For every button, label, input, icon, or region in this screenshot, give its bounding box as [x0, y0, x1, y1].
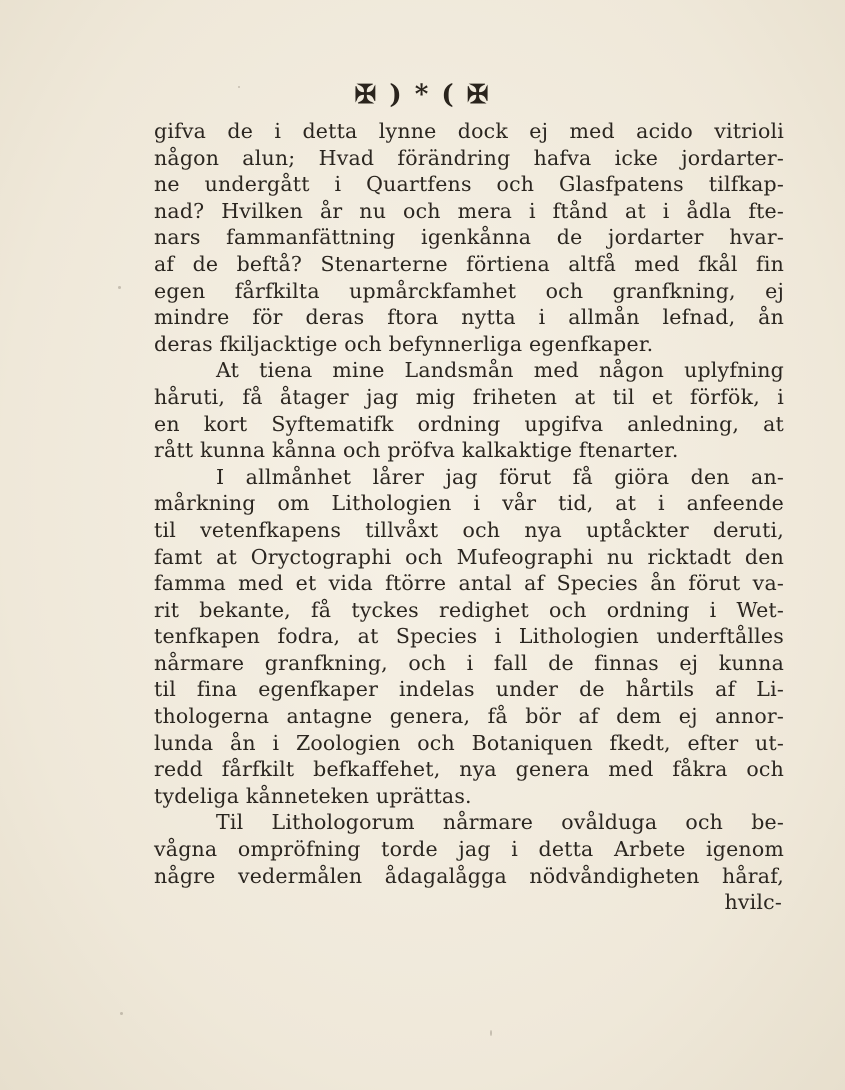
paper-speck	[490, 1030, 492, 1036]
text-line: famt at Oryctographi och Mufeographi nu ricktadt den	[154, 544, 784, 569]
text-line: gifva de i detta lynne dock ej med acido vitrioli	[154, 119, 784, 143]
text-line: någre vedermålen ådagalågga nödvåndigheten håraf,	[154, 863, 784, 888]
text-line: til fina egenfkaper indelas under de hårtils af Li-	[154, 677, 784, 702]
text-line: tydeliga kånneteken uprättas.	[154, 783, 472, 808]
text-line: nad? Hvilken år nu och mera i ftånd at i ådla fte-	[154, 198, 784, 223]
text-line: en kort Syftematifk ordning upgifva anledning, at	[154, 411, 784, 436]
text-line: rått kunna kånna och pröfva kalkaktige ftenarter.	[154, 438, 679, 463]
paper-speck	[120, 1012, 123, 1015]
text-line: mindre för deras ftora nytta i allmån lefnad, ån	[154, 305, 784, 330]
text-line: til vetenfkapens tillvåxt och nya uptåckter deruti,	[154, 517, 784, 542]
text-line: vågna ompröfning torde jag i detta Arbete igenom	[154, 837, 784, 862]
text-line: någon alun; Hvad förändring hafva icke jordarter-	[154, 145, 784, 170]
text-line: redd fårfkilt befkaffehet, nya genera med fåkra och	[154, 757, 784, 782]
text-line: nårmare granfkning, och i fall de finnas ej kunna	[154, 650, 784, 675]
text-line: ne undergått i Quartfens och Glasfpatens tilfkap-	[154, 172, 784, 197]
text-line: håruti, få åtager jag mig friheten at til et förfök, i	[154, 384, 784, 409]
paper-speck	[118, 286, 121, 289]
text-body	[154, 118, 784, 916]
text-line: tenfkapen fodra, at Species i Lithologien underftålles	[154, 624, 784, 649]
text-line: lunda ån i Zoologien och Botaniquen fkedt, efter ut-	[154, 730, 784, 755]
text-line: famma med et vida ftörre antal af Species ån förut va-	[154, 571, 784, 596]
text-line: nars fammanfättning igenkånna de jordarter hvar-	[154, 225, 784, 250]
text-line: deras fkiljacktige och befynnerliga egenfkaper.	[154, 331, 654, 356]
text-line: rit bekante, få tyckes redighet och ordning i Wet-	[154, 597, 784, 622]
page-header-ornament: ✠ ) * ( ✠	[354, 80, 491, 110]
text-line: mårkning om Lithologien i vår tid, at i anfeende	[154, 491, 784, 516]
paragraph-start-line: I allmånhet lårer jag förut få giöra den an-	[216, 464, 784, 489]
paper-speck	[238, 86, 240, 88]
text-line: thologerna antagne genera, få bör af dem ej annor-	[154, 704, 784, 729]
paragraph-start-line: Til Lithologorum nårmare ovålduga och be-	[216, 810, 784, 835]
text-line: af de beftå? Stenarterne förtiena altfå med fkål fin	[154, 251, 784, 276]
catchword: hvilc-	[724, 890, 782, 915]
paragraph-start-line: At tiena mine Landsmån med någon uplyfning	[216, 358, 784, 383]
text-line: egen fårfkilta upmårckfamhet och granfkning, ej	[154, 278, 784, 303]
